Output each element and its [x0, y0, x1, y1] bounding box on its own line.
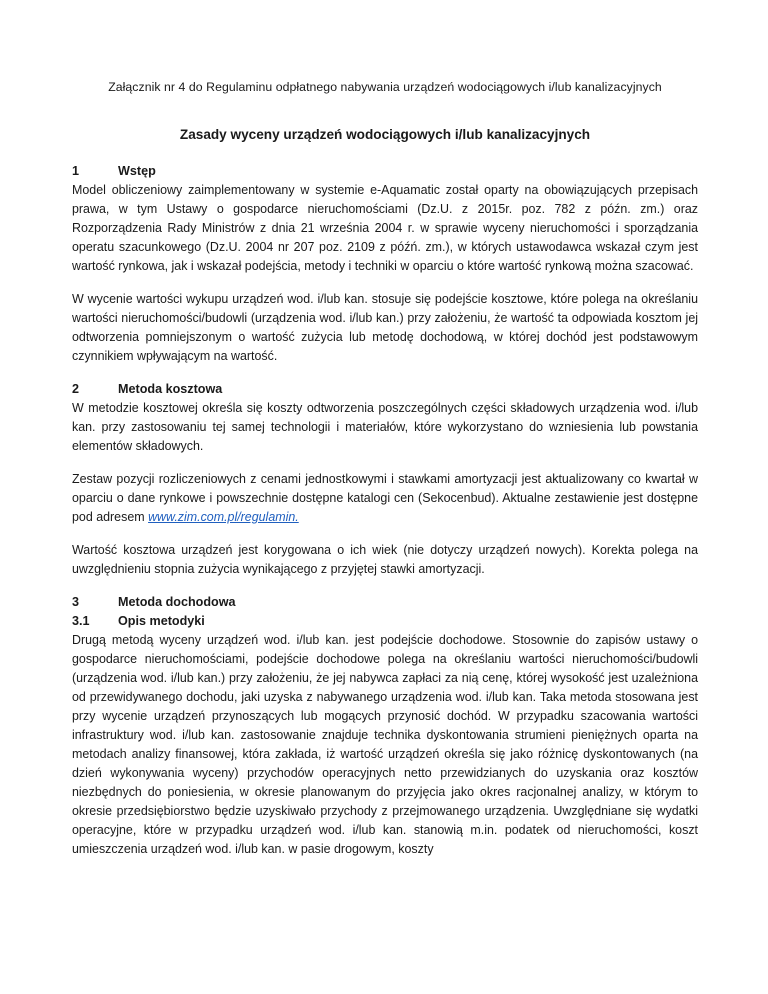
annex-header: Załącznik nr 4 do Regulaminu odpłatnego nabywania urządzeń wodociągowych i/lub kanalizacyjnych [108, 80, 662, 94]
paragraph: Drugą metodą wyceny urządzeń wod. i/lub kan. jest podejście dochodowe. Stosownie do zapisów ustawy o gospodarce nieruchomościami, podejście dochodowe polega na określaniu wartości nieruchomości/budowli (urządzenia wod. i/lub kan.) przy założeniu, że jej nabywca zapłaci za nią cenę, której wysokość jest uzależniona od przewidywanego dochodu, jaki uzyska z nabywanego urządzenia wod. i/lub kan. Taka metoda stosowana jest przy wycenie urządzeń przynoszących lub mogących przynosić dochód. W przypadku szacowania wartości infrastruktury wod. i/lub kan. zastosowanie znajduje technika dyskontowania strumieni pieniężnych oparta na metodach analizy finansowej, która zakłada, iż wartość urządzeń określa się jako różnicę dyskontowanych (na dzień wykonywania wyceny) przychodów operacyjnych netto przewidzianych do uzyskania oraz kosztów niezbędnych do poniesienia, w okresie planowanym do przyjęcia jako okres racjonalnej analizy, w którym to okresie przedsiębiorstwo będzie uzyskiwało przychody z przejmowanego urządzenia. Uwzględniane się wydatki operacyjne, które w przypadku urządzeń wod. i/lub kan. stanowią m.in. podatek od nieruchomości, koszt umieszczenia urządzeń wod. i/lub kan. w pasie drogowym, koszty [72, 633, 698, 856]
section-number: 2 [72, 382, 80, 396]
section-title: Metoda dochodowa [118, 595, 236, 609]
section-title: Metoda kosztowa [118, 382, 223, 396]
regulamin-link[interactable]: www.zim.com.pl/regulamin. [148, 510, 299, 524]
paragraph: W metodzie kosztowej określa się koszty odtworzenia poszczególnych części składowych urządzenia wod. i/lub kan. przy zastosowaniu tej samej technologii i materiałów, które wykorzystano do wzniesienia lub powstania elementów składowych. [72, 401, 698, 453]
subsection-title: Opis metodyki [118, 614, 205, 628]
section-number: 3 [72, 595, 80, 609]
paragraph-text: Zestaw pozycji rozliczeniowych z cenami jednostkowymi i stawkami amortyzacji jest aktualizowany co kwartał w oparciu o dane rynkowe i powszechnie dostępne katalogi cen (Sekocenbud). Aktualne zestawienie jest dostępne pod adresem [72, 472, 698, 524]
subsection-number: 3.1 [72, 614, 90, 628]
section-heading-2 [72, 380, 698, 399]
paragraph: Model obliczeniowy zaimplementowany w systemie e-Aquamatic został oparty na obowiązujących przepisach prawa, w tym Ustawy o gospodarce nieruchomościami (Dz.U. z 2015r. poz. 782 z późn. zm.) oraz Rozporządzenia Rady Ministrów z dnia 21 września 2004 r. w sprawie wyceny nieruchomości i sporządzania operatu szacunkowego (Dz.U. 2004 nr 207 poz. 2109 z późń. zm.), w których ustawodawca wskazał czym jest wartość rynkowa, jak i wskazał podejścia, metody i techniki w oparciu o które wartość rynkową można szacować. [72, 183, 698, 273]
section-heading-3 [72, 593, 698, 612]
paragraph: Wartość kosztowa urządzeń jest korygowana o ich wiek (nie dotyczy urządzeń nowych). Korekta polega na uwzględnieniu stopnia zużycia wynikającego z przyjętej stawki amortyzacji. [72, 543, 698, 576]
document-title: Zasady wyceny urządzeń wodociągowych i/lub kanalizacyjnych [179, 127, 591, 142]
subsection-heading-3-1 [72, 612, 698, 631]
document-content [72, 80, 698, 859]
paragraph-with-link [72, 470, 698, 527]
section-heading-1 [72, 162, 698, 181]
paragraph: W wycenie wartości wykupu urządzeń wod. i/lub kan. stosuje się podejście kosztowe, które polega na określaniu wartości nieruchomości/budowli (urządzenia wod. i/lub kan.) przy założeniu, że wartość ta odpowiada kosztom jej odtworzenia pomniejszonym o wartość zużycia lub metodę dochodową, w której dochód jest podstawowym czynnikiem wpływającym na wartość. [72, 292, 698, 363]
section-number: 1 [72, 164, 80, 178]
section-title: Wstęp [118, 164, 156, 178]
